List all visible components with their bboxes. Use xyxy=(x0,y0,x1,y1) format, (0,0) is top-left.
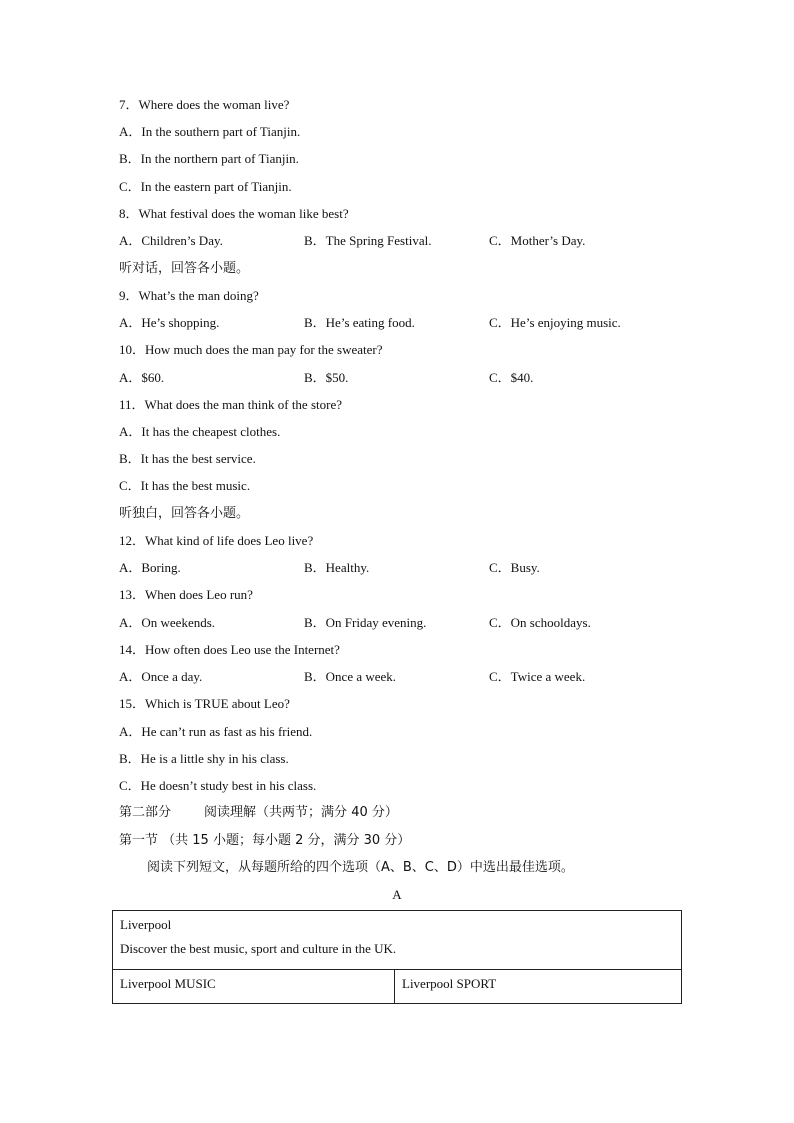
question-10: 10．How much does the man pay for the sweater? xyxy=(119,342,383,357)
question-9: 9．What’s the man doing? xyxy=(119,288,259,303)
question-7-option-b: B．In the northern part of Tianjin. xyxy=(119,151,299,166)
question-15-option-a: A．He can’t run as fast as his friend. xyxy=(119,724,313,739)
question-14-option-b: B．Once a week. xyxy=(304,669,397,684)
liverpool-table xyxy=(112,910,682,1004)
question-14-option-a: A．Once a day. xyxy=(119,669,203,684)
question-14: 14．How often does Leo use the Internet? xyxy=(119,642,340,657)
question-14-options xyxy=(119,669,586,685)
question-9-options xyxy=(119,315,621,331)
question-9-option-a: A．He’s shopping. xyxy=(119,315,220,330)
question-10-option-c: C．$40. xyxy=(489,370,534,385)
question-11: 11．What does the man think of the store? xyxy=(119,397,342,412)
question-8-option-a: A．Children’s Day. xyxy=(119,233,223,248)
part2-instruction: 阅读下列短文，从每题所给的四个选项（A、B、C、D）中选出最佳选项。 xyxy=(147,860,574,875)
question-14-option-c: C．Twice a week. xyxy=(489,669,586,684)
table-title: Liverpool xyxy=(120,917,172,932)
question-13-options xyxy=(119,615,591,631)
table-cell-sport: Liverpool SPORT xyxy=(402,976,497,991)
table-subtitle: Discover the best music, sport and culture in the UK. xyxy=(120,941,397,956)
question-9-option-c: C．He’s enjoying music. xyxy=(489,315,621,330)
question-11-option-b: B．It has the best service. xyxy=(119,451,256,466)
question-8-options xyxy=(119,233,586,249)
question-10-options xyxy=(119,370,534,386)
part2-section1: 第一节 （共 15 小题；每小题 2 分，满分 30 分） xyxy=(119,833,411,848)
question-7-option-a: A．In the southern part of Tianjin. xyxy=(119,124,301,139)
question-15-option-b: B．He is a little shy in his class. xyxy=(119,751,289,766)
part2-title: 第二部分 阅读理解（共两节；满分 40 分） xyxy=(119,805,398,820)
question-8: 8．What festival does the woman like best? xyxy=(119,206,349,221)
instruction-monologue: 听独白，回答各小题。 xyxy=(119,506,250,521)
table-divider-horizontal xyxy=(113,969,681,970)
question-12-options xyxy=(119,560,540,576)
instruction-dialogue: 听对话，回答各小题。 xyxy=(119,261,250,276)
question-8-option-c: C．Mother’s Day. xyxy=(489,233,586,248)
question-9-option-b: B．He’s eating food. xyxy=(304,315,415,330)
question-10-option-b: B．$50. xyxy=(304,370,349,385)
question-13-option-c: C．On schooldays. xyxy=(489,615,591,630)
passage-label: A xyxy=(392,887,402,902)
question-15: 15．Which is TRUE about Leo? xyxy=(119,696,290,711)
question-11-option-a: A．It has the cheapest clothes. xyxy=(119,424,281,439)
table-cell-music: Liverpool MUSIC xyxy=(120,976,216,991)
question-12: 12．What kind of life does Leo live? xyxy=(119,533,314,548)
question-12-option-a: A．Boring. xyxy=(119,560,181,575)
question-7: 7．Where does the woman live? xyxy=(119,97,290,112)
question-12-option-b: B．Healthy. xyxy=(304,560,370,575)
table-divider-vertical xyxy=(394,969,395,1003)
question-13-option-b: B．On Friday evening. xyxy=(304,615,427,630)
question-8-option-b: B．The Spring Festival. xyxy=(304,233,432,248)
question-13: 13．When does Leo run? xyxy=(119,587,253,602)
question-12-option-c: C．Busy. xyxy=(489,560,540,575)
question-10-option-a: A．$60. xyxy=(119,370,165,385)
question-11-option-c: C．It has the best music. xyxy=(119,478,251,493)
question-15-option-c: C．He doesn’t study best in his class. xyxy=(119,778,317,793)
question-13-option-a: A．On weekends. xyxy=(119,615,216,630)
question-7-option-c: C．In the eastern part of Tianjin. xyxy=(119,179,292,194)
